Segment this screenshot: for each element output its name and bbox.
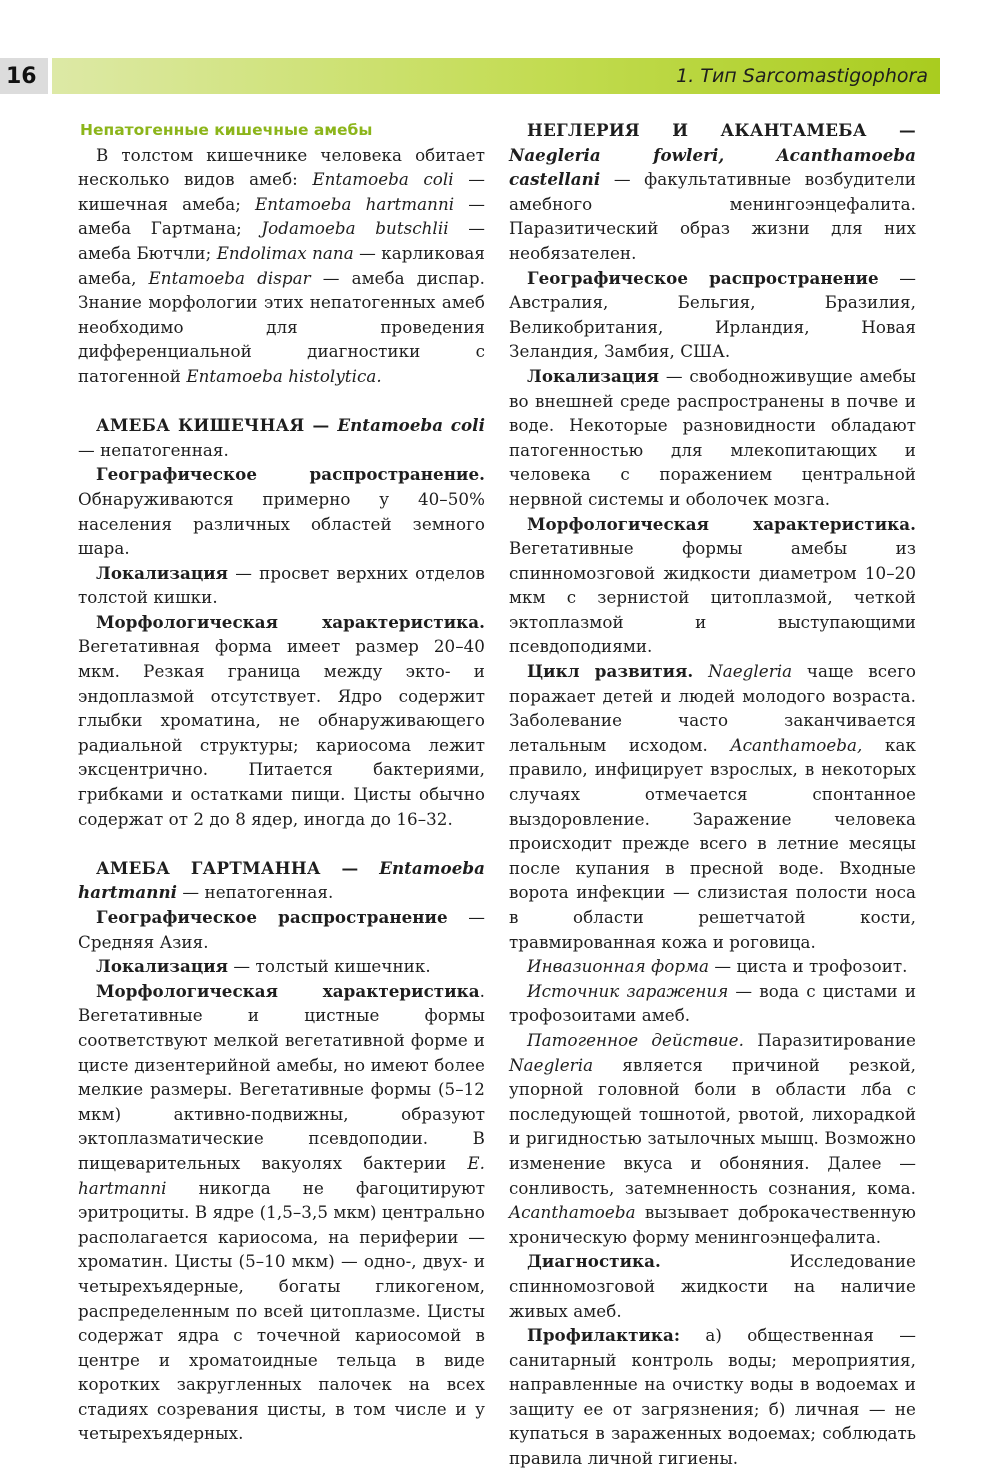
chapter-title: 1. Тип Sarcomastigophora	[676, 65, 928, 87]
coli-morphology: Морфологическая характеристика. Вегетативная форма имеет размер 20–40 мкм. Резкая граница между экто- и эндоплазмой отсутствует. Ядро содержит глыбки хроматина, не обнаруживающего радиальной структуры; кариосома лежит эксцентрично. Питается бактериями, грибками и остатками пищи. Цисты обычно содержат от 2 до 8 ядер, иногда до 16–32.	[78, 611, 485, 829]
coli-localization: Локализация — просвет верхних отделов толстой кишки.	[78, 562, 485, 608]
naegleria-pathogenic-action: Патогенное действие. Паразитирование Naegleria является причиной резкой, упорной головной боли в области лба с последующей тошнотой, рвотой, лихорадкой и ригидностью затылочных мышц. Возможно изменение вкуса и обоняния. Далее — сонливость, затемненность сознания, кома. Acanthamoeba вызывает доброкачественную хроническую форму менингоэнцефалита.	[509, 1029, 916, 1247]
left-column	[78, 118, 485, 1446]
naegleria-localization: Локализация — свободноживущие амебы во внешней среде распространены в почве и воде. Некоторые разновидности обладают патогенностью для млекопитающих и человека с поражением центральной нервной системы и оболочек мозга.	[509, 365, 916, 509]
naegleria-source: Источник заражения — вода с цистами и трофозоитами амеб.	[509, 980, 917, 1026]
naegleria-diagnostics: Диагностика. Исследование спинномозговой жидкости на наличие живых амеб.	[509, 1251, 916, 1321]
coli-title: АМЕБА КИШЕЧНАЯ — Entamoeba coli — непатогенная.	[78, 415, 485, 460]
intro-paragraph: В толстом кишечнике человека обитает несколько видов амеб: Entamoeba coli — кишечная амеба; Entamoeba hartmanni — амеба Гартмана; Jodamoeba butschlii — амеба Бютчли; Endolimax nana — карликовая амеба, Entamoeba dispar — амеба диспар. Знание морфологии этих непатогенных амеб необходимо для проведения дифференциальной диагностики с патогенной Entamoeba histolytica.	[78, 144, 485, 386]
naegleria-title: НЕГЛЕРИЯ И АКАНТАМЕБА — Naegleria fowleri, Acanthamoeba castellani — факультативные возбудители амебного менингоэнцефалита. Паразитический образ жизни для них необязателен.	[509, 120, 916, 263]
naegleria-morphology: Морфологическая характеристика. Вегетативные формы амебы из спинномозговой жидкости диаметром 10–20 мкм с зернистой цитоплазмой, четкой эктоплазмой и выступающими псевдоподиями.	[509, 513, 916, 657]
naegleria-prevention: Профилактика: а) общественная — санитарный контроль воды; мероприятия, направленные на очистку воды в водоемах и защиту ее от загрязнения; б) личная — не купаться в зараженных водоемах; соблюдать правила личной гигиены.	[509, 1325, 916, 1469]
page-number: 16	[0, 58, 48, 94]
coli-geography: Географическое распространение. Обнаруживаются примерно у 40–50% населения различных областей земного шара.	[78, 464, 485, 559]
naegleria-life-cycle: Цикл развития. Naegleria чаще всего поражает детей и людей молодого возраста. Заболевание часто заканчивается летальным исходом. Acanthamoeba, как правило, инфицирует взрослых, в некоторых случаях отмечается спонтанное выздоровление. Заражение человека происходит прежде всего в летние месяцы после купания в пресной воде. Входные ворота инфекции — слизистая полости носа в области решетчатой кости, травмированная кожа и роговица.	[509, 661, 916, 952]
naegleria-geography: Географическое распространение — Австралия, Бельгия, Бразилия, Великобритания, Ирландия, Новая Зеландия, Замбия, США.	[509, 267, 916, 362]
chapter-header	[52, 58, 940, 94]
section-heading: Непатогенные кишечные амебы	[80, 121, 373, 139]
right-column	[509, 118, 916, 1471]
hartmanni-localization: Локализация — толстый кишечник.	[96, 956, 431, 977]
hartmanni-title: АМЕБА ГАРТМАННА — Entamoeba hartmanni — непатогенная.	[78, 857, 485, 903]
naegleria-invasive-form: Инвазионная форма — циста и трофозоит.	[527, 956, 908, 977]
hartmanni-morphology: Морфологическая характеристика. Вегетативные и цистные формы соответствуют мелкой вегетативной форме и цисте дизентерийной амебы, но имеют более мелкие размеры. Вегетативные формы (5–12 мкм) активно-подвижны, образуют эктоплазматические псевдоподии. В пищеварительных вакуолях бактерии E. hartmanni никогда не фагоцитируют эритроциты. В ядре (1,5–3,5 мкм) центрально располагается кариосома, на периферии — хроматин. Цисты (5–10 мкм) — одно-, двух- и четырехъядерные, богаты гликогеном, распределенным по всей цитоплазме. Цисты содержат ядра с точечной кариосомой в центре и хроматоидные тельца в виде коротких закругленных палочек на всех стадиях созревания цисты, в том числе и у четырехъядерных.	[78, 980, 485, 1444]
hartmanni-geography: Географическое распространение — Средняя Азия.	[78, 907, 485, 952]
